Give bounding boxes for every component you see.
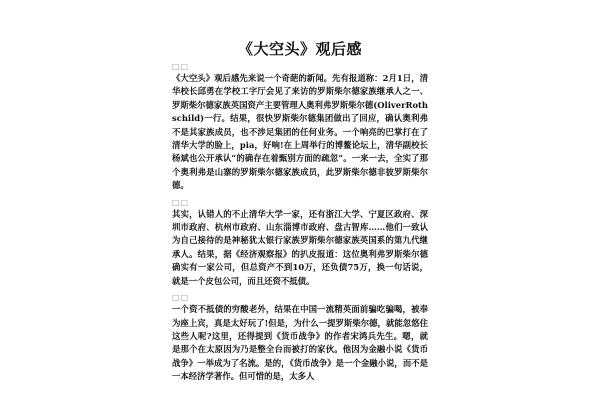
page-title: 《大空头》观后感	[237, 40, 362, 58]
paragraph-marker: □□	[172, 62, 190, 71]
paragraph-2: 其实，认错人的不止清华大学一家，还有浙江大学、宁夏区政府、深圳市政府、杭州市政府、山东淄博市政府、盘古智库……他们一致认为自己接待的是神秘犹太银行家族罗斯柴尔德家族英国系的第九代继承人。结果，据《经济观察报》的扒皮报道：这位奥利弗罗斯柴尔德确实有一家公司，但总资产不到10万，还负债75万，换一句话说，就是一个皮包公司，而且还资不抵债。	[172, 208, 428, 286]
paragraph-marker: □□	[172, 197, 190, 207]
paragraph-3: 一个资不抵债的穷酸老外，结果在中国一流精英面前骗吃骗喝，被奉为座上宾，真是太好玩了!但是，为什么一提罗斯柴尔德，就能忽悠住这些人呢?这里，还得提到《货币战争》的作者宋鸿兵先生。嗯，就是那个在太原因为乃是整全台而被打的家伙。他因为金融小说《货币战争》一举成为了名流。是的，《货币战争》是一个金融小说，而不是一本经济学著作。但可惜的是，太多人	[172, 304, 428, 382]
paragraph-marker: □□	[172, 293, 190, 303]
document-body	[172, 62, 428, 389]
paragraph-1: 《大空头》观后感先来说一个奇葩的新闻。先有报道称：2月1日，清华校长邱勇在学校工字厅会见了来访的罗斯柴尔德家族继承人之一、罗斯柴尔德家族英国资产主要管理人奥利弗罗斯柴尔德(OliverRothschild)一行。结果，很快罗斯柴尔德集团做出了回应，确认奥利弗不是其家族成员，也不涉足集团的任何业务。一个响亮的巴掌打在了清华大学的脸上，pia，好响!在上周举行的博鳌论坛上，清华副校长杨斌也公开承认“的确存在着甄别方面的疏忽”。一来一去，全实了那个奥利弗是山寨的罗斯柴尔德家族成员，此罗斯柴尔德非彼罗斯柴尔德。	[172, 73, 428, 191]
